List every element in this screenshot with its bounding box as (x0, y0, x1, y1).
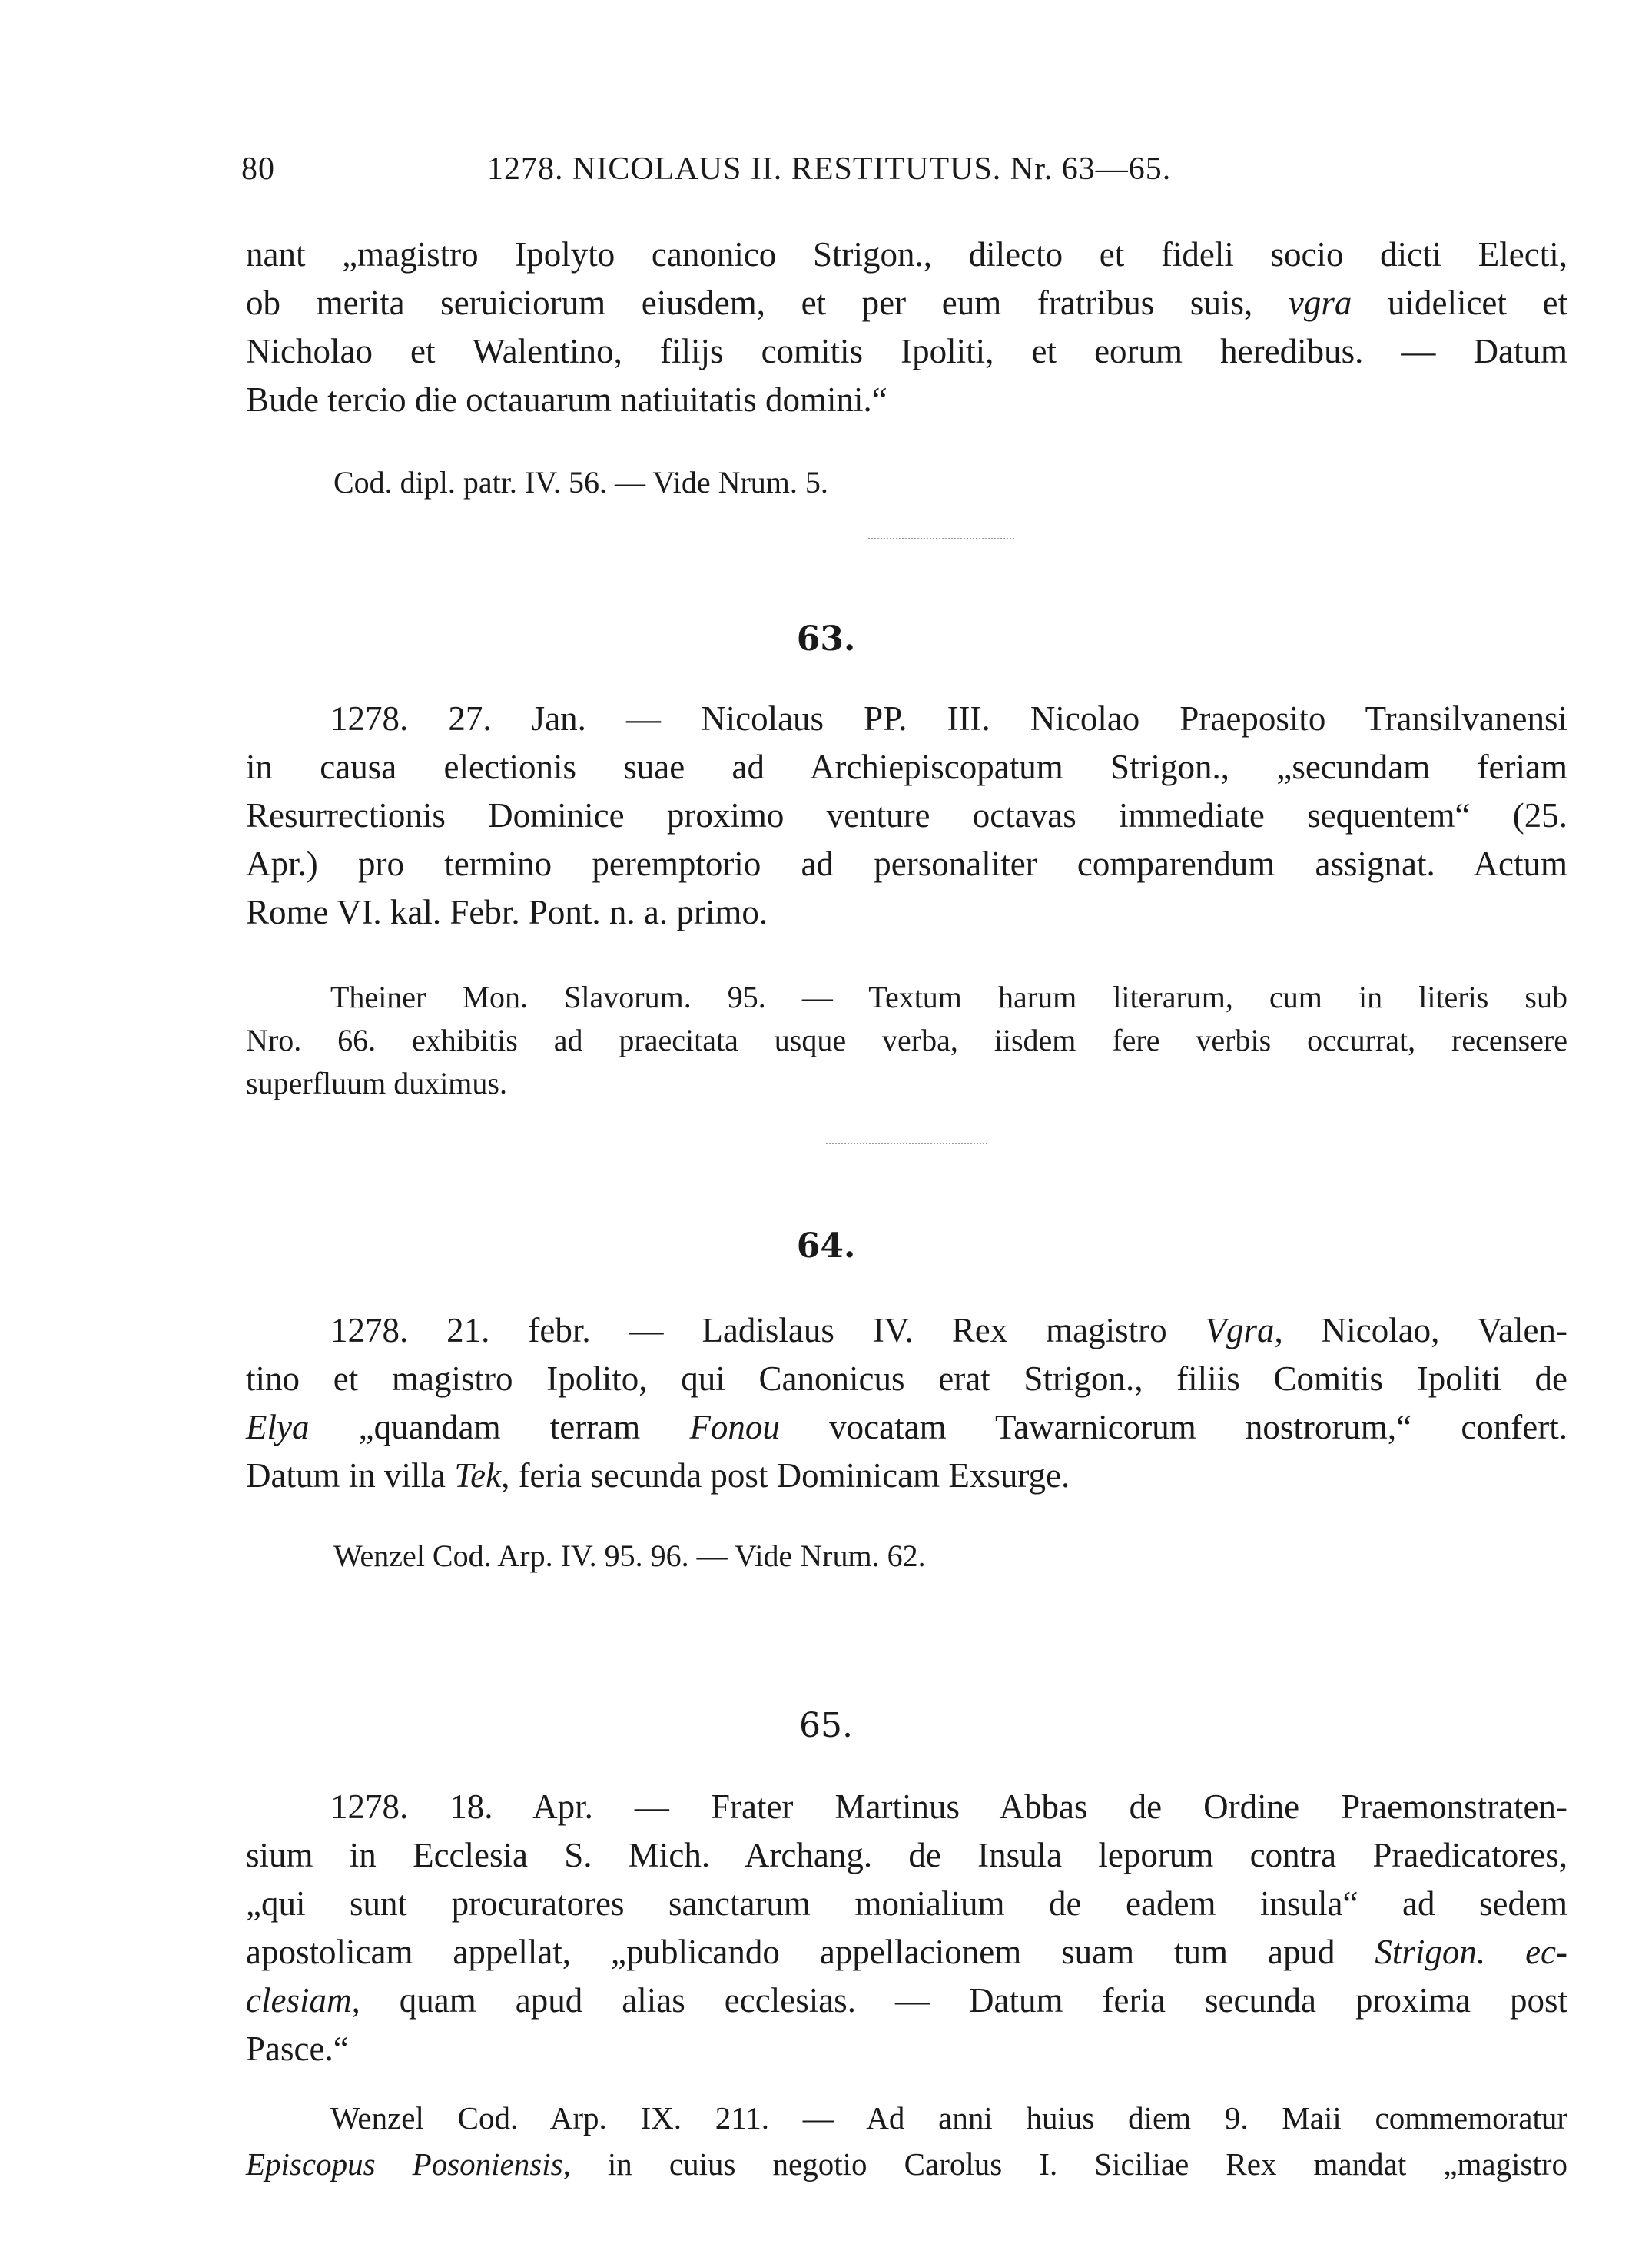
text-line: apostolicam appellat, „publicando appellacionem suam tum apud Strigon. ec- (246, 1933, 1567, 1971)
text-line: sium in Ecclesia S. Mich. Archang. de Insula leporum contra Praedicatores, (246, 1836, 1567, 1874)
text-line: „qui sunt procuratores sanctarum monialium de eadem insula“ ad sedem (246, 1884, 1567, 1923)
document-64-note: Wenzel Cod. Arp. IV. 95. 96. — Vide Nrum. 62. (333, 1538, 926, 1573)
running-header (241, 151, 1578, 197)
text-line: 1278. 27. Jan. — Nicolaus PP. III. Nicolao Praeposito Transilvanensi (330, 699, 1567, 738)
text-line: Datum in villa Tek, feria secunda post Dominicam Exsurge. (246, 1456, 1070, 1495)
text-line: 1278. 21. febr. — Ladislaus IV. Rex magistro Vgra, Nicolao, Valen- (330, 1311, 1567, 1349)
text-line: 1278. 18. Apr. — Frater Martinus Abbas de Ordine Praemonstraten- (330, 1787, 1567, 1826)
document-number-65: 65. (799, 1706, 853, 1745)
text-line: Resurrectionis Dominice proximo venture octavas immediate sequentem“ (25. (246, 796, 1567, 835)
section-divider (868, 538, 1014, 539)
document-63-note: Theiner Mon. Slavorum. 95. — Textum harum literarum, cum in literis sub Nro. 66. exhibitis ad praecitata usque verba, iisdem fere verbis occurrat, recensere superfluum duximus. (246, 980, 1567, 1100)
text-line: Pasce.“ (246, 2030, 349, 2068)
section-divider (826, 1143, 987, 1144)
continuation-paragraph (246, 231, 1567, 424)
text-line: Bude tercio die octauarum natiuitatis domini.“ (246, 380, 887, 419)
text-line: clesiam, quam apud alias ecclesias. — Datum feria secunda proxima post (246, 1981, 1567, 2020)
text-line: Nicholao et Walentino, filijs comitis Ipoliti, et eorum heredibus. — Datum (246, 332, 1567, 370)
source-note: Cod. dipl. patr. IV. 56. — Vide Nrum. 5. (333, 465, 828, 500)
document-65-text (246, 1783, 1567, 2073)
text-line: tino et magistro Ipolito, qui Canonicus erat Strigon., filiis Comitis Ipoliti de (246, 1359, 1567, 1398)
document-number-64: 64. (796, 1226, 856, 1266)
document-63-text (246, 695, 1567, 937)
page-number: 80 (241, 151, 275, 187)
text-line: Elya „quandam terram Fonou vocatam Tawarnicorum nostrorum,“ confert. (246, 1408, 1567, 1446)
document-64-text (246, 1306, 1567, 1500)
header-title: 1278. NICOLAUS II. RESTITUTUS. Nr. 63—65. (487, 151, 1172, 187)
text-line: nant „magistro Ipolyto canonico Strigon., dilecto et fideli socio dicti Electi, (246, 235, 1567, 274)
document-number-63: 63. (796, 619, 856, 659)
text-line: Apr.) pro termino peremptorio ad personaliter comparendum assignat. Actum (246, 845, 1567, 883)
text-line: Rome VI. kal. Febr. Pont. n. a. primo. (246, 893, 768, 931)
text-line: ob merita seruiciorum eiusdem, et per eum fratribus suis, vgra uidelicet et (246, 284, 1567, 322)
text-line: in causa electionis suae ad Archiepiscopatum Strigon., „secundam feriam (246, 748, 1567, 786)
document-65-note: Wenzel Cod. Arp. IX. 211. — Ad anni huius diem 9. Maii commemoratur Episcopus Posoniensis, in cuius negotio Carolus I. Siciliae Rex mandat „magistro (246, 2100, 1567, 2182)
